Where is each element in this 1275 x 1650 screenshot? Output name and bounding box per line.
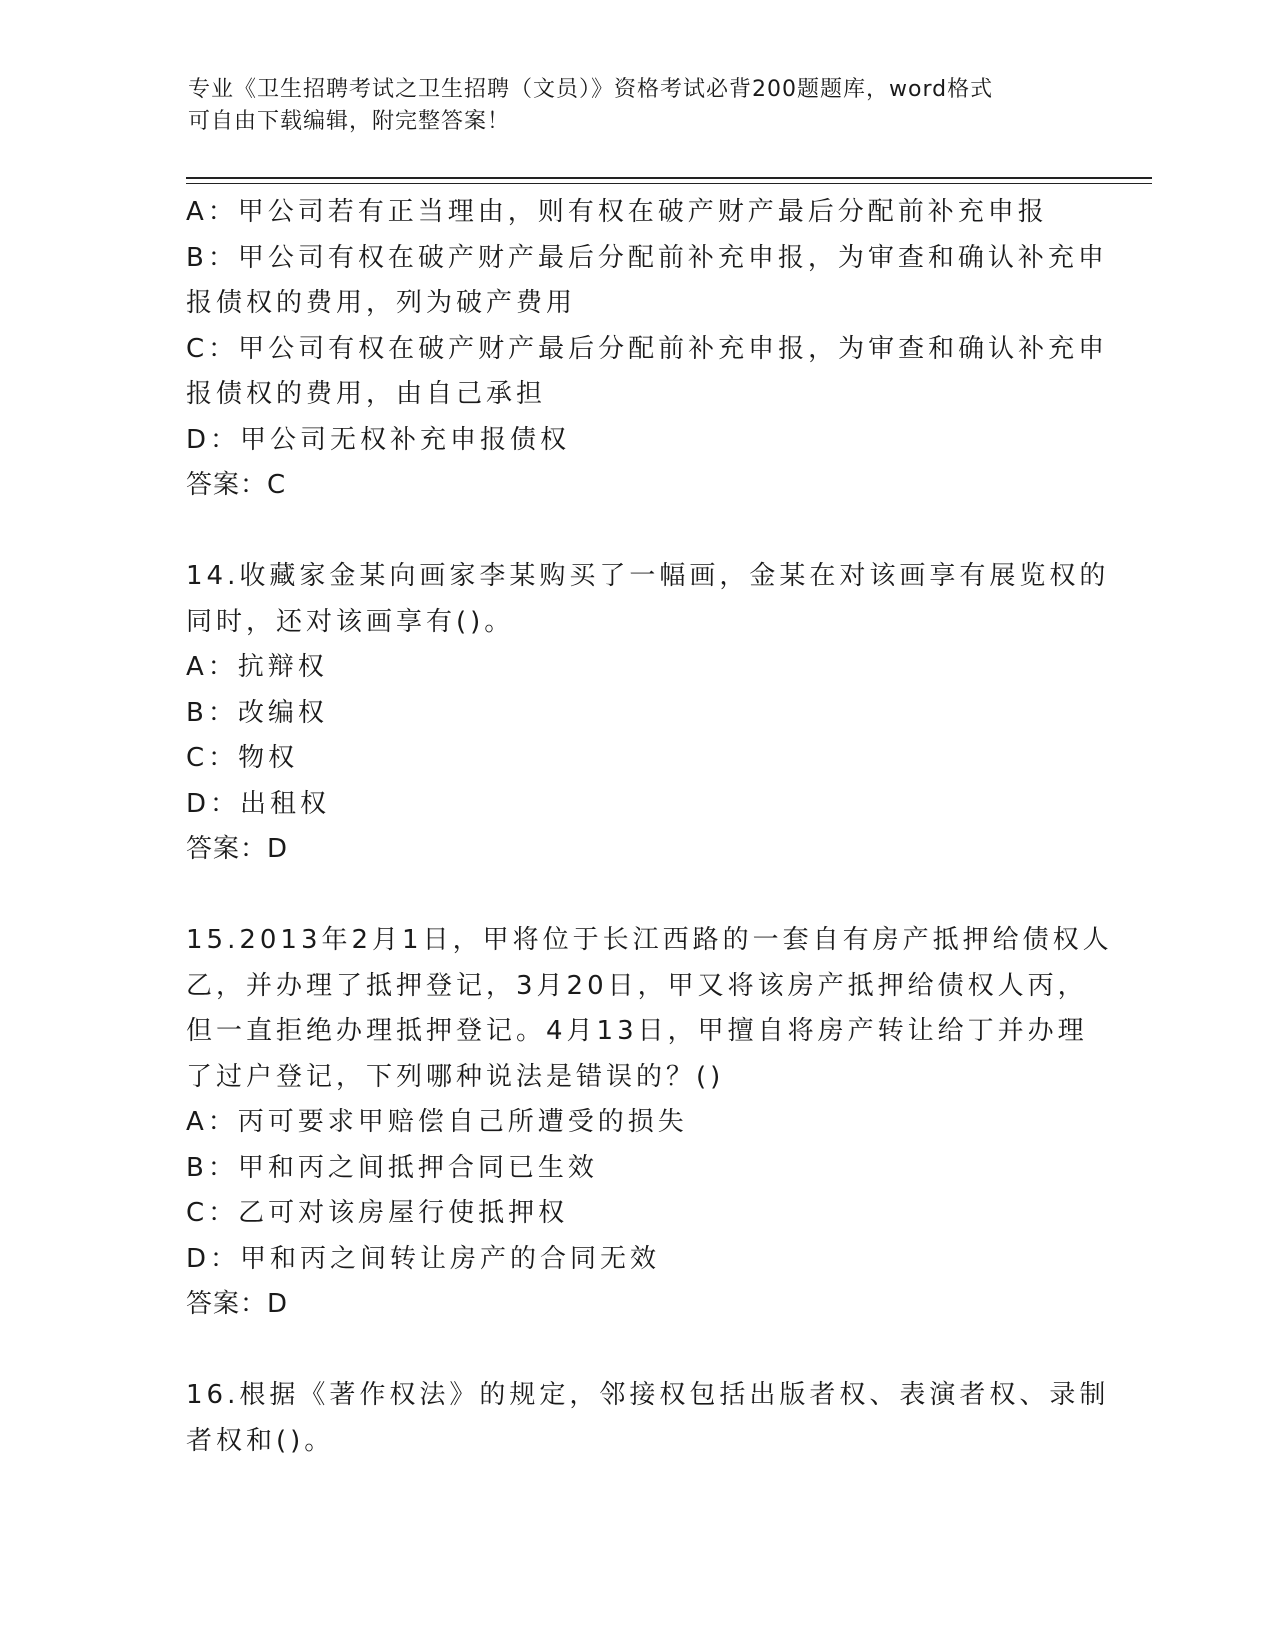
question-stem-continued: 但一直拒绝办理抵押登记。4月13日，甲擅自将房产转让给丁并办理 (186, 1016, 1088, 1046)
question-stem-continued: 同时，还对该画享有()。 (186, 606, 515, 637)
header-divider-thick (186, 177, 1152, 179)
answer: 答案：D (186, 834, 289, 864)
option-d: D：甲和丙之间转让房产的合同无效 (186, 1243, 661, 1274)
option-a: A：甲公司若有正当理由，则有权在破产财产最后分配前补充申报 (186, 197, 1048, 227)
option-a: A：抗辩权 (186, 652, 328, 682)
option-c: C：甲公司有权在破产财产最后分配前补充申报，为审查和确认补充申 (186, 333, 1109, 364)
header-divider-thin (186, 183, 1152, 184)
spacer (186, 873, 1086, 919)
option-d: D：甲公司无权补充申报债权 (186, 424, 571, 455)
header-line-1: 专业《卫生招聘考试之卫生招聘（文员）》资格考试必背200题题库，word格式 (188, 77, 994, 102)
question-15 (186, 918, 1113, 1328)
option-a: A：丙可要求甲赔偿自己所遭受的损失 (186, 1107, 688, 1137)
question-16 (186, 1373, 1110, 1464)
option-b-continued: 报债权的费用，列为破产费用 (186, 288, 577, 318)
document-header (188, 74, 1088, 138)
question-stem: 15.2013年2月1日，甲将位于长江西路的一套自有房产抵押给债权人 (186, 925, 1113, 955)
option-c: C：乙可对该房屋行使抵押权 (186, 1198, 569, 1228)
question-13-tail (186, 190, 1109, 509)
spacer (186, 509, 1086, 555)
document-body (186, 190, 1113, 1464)
option-b: B：改编权 (186, 697, 328, 728)
question-14 (186, 554, 1110, 873)
option-c: C：物权 (186, 743, 299, 773)
answer: 答案：C (186, 470, 287, 500)
question-stem-continued: 者权和()。 (186, 1425, 335, 1456)
header-line-2: 可自由下载编辑，附完整答案！ (188, 109, 511, 134)
question-stem: 14.收藏家金某向画家李某购买了一幅画，金某在对该画享有展览权的 (186, 561, 1110, 591)
option-b: B：甲和丙之间抵押合同已生效 (186, 1152, 598, 1183)
option-d: D：出租权 (186, 788, 331, 819)
option-b: B：甲公司有权在破产财产最后分配前补充申报，为审查和确认补充申 (186, 242, 1108, 273)
answer: 答案：D (186, 1289, 289, 1319)
question-stem-continued: 了过户登记，下列哪种说法是错误的？() (186, 1061, 725, 1092)
option-c-continued: 报债权的费用，由自己承担 (186, 379, 547, 409)
question-stem: 16.根据《著作权法》的规定，邻接权包括出版者权、表演者权、录制 (186, 1380, 1110, 1410)
spacer (186, 1328, 1086, 1374)
question-stem-continued: 乙，并办理了抵押登记，3月20日，甲又将该房产抵押给债权人丙， (186, 970, 1088, 1001)
